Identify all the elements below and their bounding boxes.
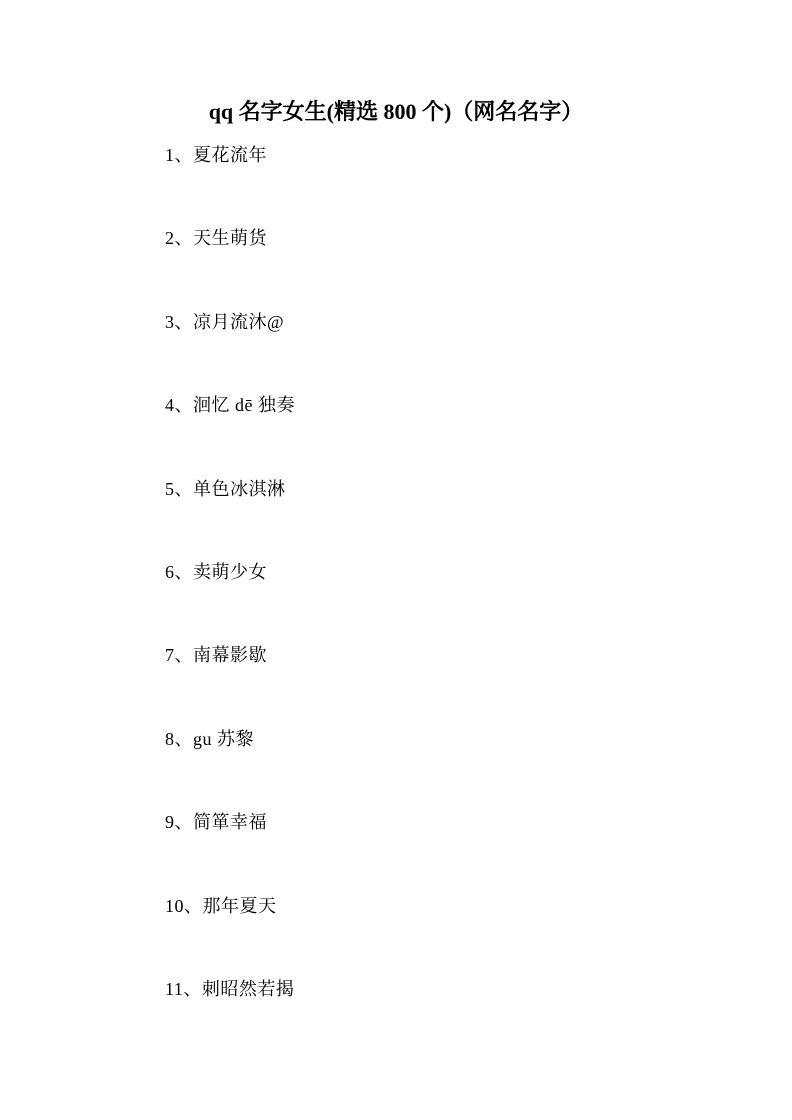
list-item: 3、凉月流沐@ — [165, 311, 285, 332]
list-item: 2、天生萌货 — [165, 228, 267, 249]
list-item: 8、gu 苏黎 — [165, 728, 254, 749]
list-item: 9、简箪幸福 — [165, 812, 267, 833]
list-item: 10、那年夏天 — [165, 895, 277, 916]
list-item: 11、刺昭然若揭 — [165, 978, 295, 999]
name-list — [165, 144, 752, 1001]
list-item: 7、南幕影歇 — [165, 645, 267, 666]
document-title: qq 名字女生(精选 800 个)（网名名字） — [208, 99, 584, 124]
list-item: 5、单色冰淇淋 — [165, 478, 286, 499]
list-item: 1、夏花流年 — [165, 145, 267, 165]
list-item: 4、洄忆 dē 独奏 — [165, 395, 295, 416]
list-item: 6、卖萌少女 — [165, 561, 267, 582]
